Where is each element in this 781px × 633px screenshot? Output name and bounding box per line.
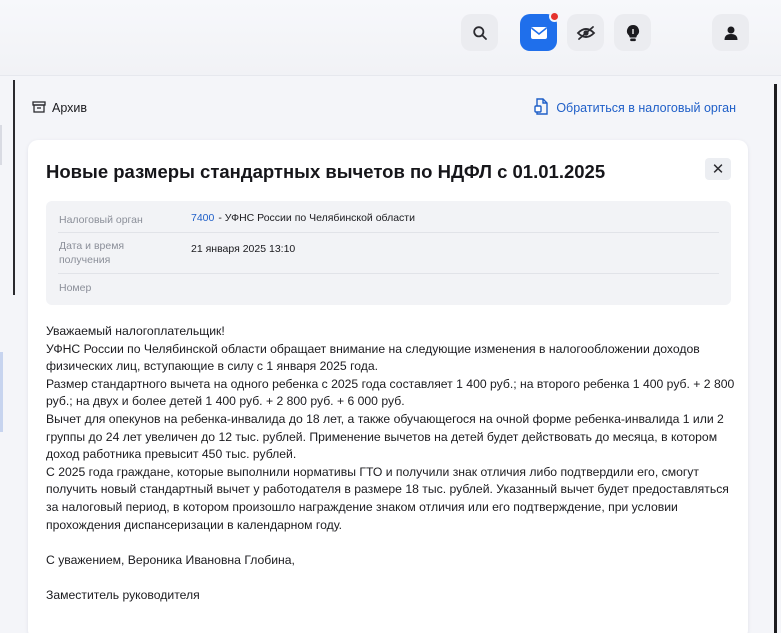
document-icon (534, 98, 548, 118)
body-paragraph: Вычет для опекунов на ребенка-инвалида до 18 лет, а также обучающегося на очной форме ребенка-инвалида 1 или 2 группы до 24 лет увеличен до 12 тыс. рублей. Применение вычетов на детей будет действовать до месяца, в котором доход работника превысит 450 тыс. рублей. (46, 411, 724, 462)
spacer (46, 534, 736, 552)
left-panel-edge (0, 125, 2, 165)
visually-impaired-button[interactable] (567, 14, 604, 51)
contact-tax-office-link[interactable] (534, 98, 736, 118)
tax-office-row (58, 209, 719, 233)
left-panel-highlight (0, 352, 3, 432)
message-body (46, 323, 736, 605)
tax-office-value (191, 211, 415, 225)
search-icon (472, 25, 488, 41)
number-label: Номер (59, 282, 92, 294)
tax-office-code-link[interactable]: 7400 (191, 212, 215, 224)
lightbulb-icon (626, 24, 640, 42)
user-icon (723, 25, 739, 41)
left-panel-border (13, 80, 15, 295)
message-card (28, 140, 748, 633)
messages-button[interactable] (520, 14, 557, 51)
mail-icon (530, 26, 548, 40)
datetime-value: 21 января 2025 13:10 (191, 243, 296, 255)
close-icon: ✕ (711, 161, 725, 178)
search-button[interactable] (461, 14, 498, 51)
body-paragraph: С 2025 года граждане, которые выполнили нормативы ГТО и получили знак отличия либо подтвердили его, смогут получить новый стандартный вычет у работодателя в размере 18 тыс. рублей. Указанный вычет будет предоставляться за налоговый период, в котором произошло награждение знаком отличия или его подтверждение, при условии прохождения диспансеризации в календарном году. (46, 464, 729, 532)
profile-button[interactable] (712, 14, 749, 51)
eye-off-icon (576, 25, 596, 41)
notification-badge (549, 11, 560, 22)
greeting: Уважаемый налогоплательщик! (46, 324, 225, 338)
contact-label: Обратиться в налоговый орган (556, 101, 736, 115)
tips-button[interactable] (614, 14, 651, 51)
message-details (46, 201, 731, 305)
top-header (0, 0, 781, 76)
signer-position: Заместитель руководителя (46, 587, 200, 602)
body-paragraph: Размер стандартного вычета на одного ребенка с 2025 года составляет 1 400 руб.; на второго ребенка 1 400 руб. + 2 800 руб.; на двух и более детей 1 400 руб. + 2 800 руб. + 6 000 руб. (46, 376, 735, 409)
regards: С уважением, Вероника Ивановна Глобина, (46, 552, 295, 567)
tax-office-label: Налоговый орган (59, 214, 143, 226)
tax-office-name: - УФНС России по Челябинской области (218, 212, 415, 224)
body-paragraph: УФНС России по Челябинской области обращает внимание на следующие изменения в налогообложении доходов физических лиц, вступающие в силу с 1 января 2025 года. (46, 341, 700, 374)
close-button[interactable] (705, 158, 731, 180)
archive-icon (32, 101, 46, 116)
datetime-label: Дата и время получения (59, 240, 125, 266)
archive-label: Архив (52, 101, 88, 115)
datetime-row (58, 233, 719, 274)
spacer (46, 569, 736, 587)
message-title: Новые размеры стандартных вычетов по НДФЛ с 01.01.2025 (46, 161, 606, 182)
scrollbar[interactable] (774, 84, 777, 633)
archive-link[interactable] (32, 99, 87, 117)
number-row (58, 274, 719, 300)
